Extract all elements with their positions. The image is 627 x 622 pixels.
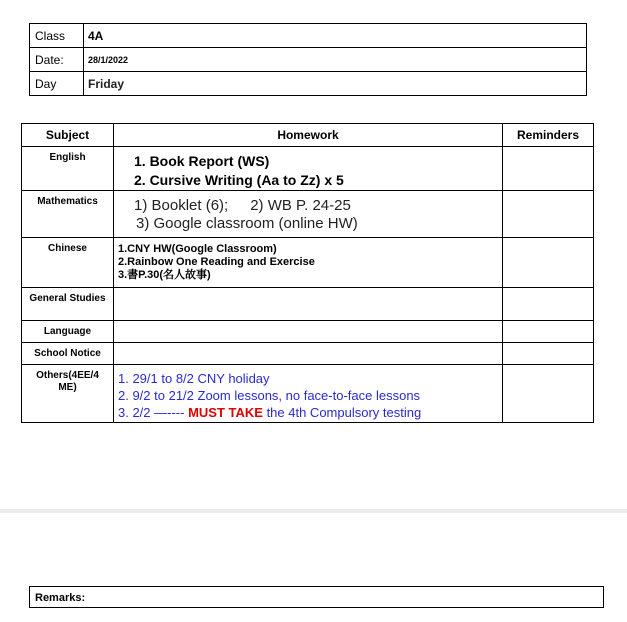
language-reminders: [503, 321, 594, 343]
day-value: Friday: [84, 72, 587, 96]
remarks-box: [29, 586, 604, 608]
math-subject: Mathematics: [22, 191, 114, 238]
language-homework: [114, 321, 503, 343]
reminders-header: Reminders: [503, 124, 594, 147]
math-item-3: 3) Google classroom (online HW): [136, 215, 358, 232]
page-separator: [0, 509, 627, 513]
others-reminders: [503, 365, 594, 423]
date-value: 28/1/2022: [84, 48, 587, 72]
english-item-1: 1. Book Report (WS): [134, 153, 270, 169]
school-notice-row: [22, 343, 594, 365]
subject-header: Subject: [22, 124, 114, 147]
chinese-item-2: 2.Rainbow One Reading and Exercise: [118, 256, 315, 268]
others-row: [22, 365, 594, 423]
english-item-2: 2. Cursive Writing (Aa to Zz) x 5: [134, 172, 344, 188]
math-item-1: 1) Booklet (6);: [134, 197, 229, 214]
remarks-label: Remarks:: [35, 592, 86, 604]
class-label: Class: [30, 24, 84, 48]
header-row: [22, 124, 594, 147]
math-row: [22, 191, 594, 238]
chinese-item-3: 3.書P.30(名人故事): [118, 269, 211, 281]
homework-table: [21, 123, 594, 423]
chinese-homework: [114, 238, 503, 288]
others-subject: Others(4EE/4 ME): [22, 365, 114, 423]
language-row: [22, 321, 594, 343]
general-studies-homework: [114, 288, 503, 321]
math-item-2: 2) WB P. 24-25: [250, 197, 351, 214]
general-studies-subject: General Studies: [22, 288, 114, 321]
date-row: [30, 48, 587, 72]
others-item-3-prefix: 3. 2/2 —----: [118, 405, 189, 420]
day-row: [30, 72, 587, 96]
school-notice-reminders: [503, 343, 594, 365]
chinese-row: [22, 238, 594, 288]
chinese-subject: Chinese: [22, 238, 114, 288]
language-subject: Language: [22, 321, 114, 343]
others-item-3: [118, 404, 502, 421]
english-homework: [114, 147, 503, 191]
english-subject: English: [22, 147, 114, 191]
general-studies-row: [22, 288, 594, 321]
math-reminders: [503, 191, 594, 238]
english-reminders: [503, 147, 594, 191]
school-notice-subject: School Notice: [22, 343, 114, 365]
homework-header: Homework: [114, 124, 503, 147]
others-item-2: 2. 9/2 to 21/2 Zoom lessons, no face-to-face lessons: [118, 388, 421, 403]
school-notice-homework: [114, 343, 503, 365]
others-item-1: 1. 29/1 to 8/2 CNY holiday: [118, 371, 270, 386]
others-item-3-suffix: the 4th Compulsory testing: [262, 405, 422, 420]
chinese-item-1: 1.CNY HW(Google Classroom): [118, 243, 277, 255]
math-line-1: [134, 197, 502, 215]
class-value: 4A: [84, 24, 587, 48]
general-studies-reminders: [503, 288, 594, 321]
day-label: Day: [30, 72, 84, 96]
info-table: [29, 23, 587, 96]
class-row: [30, 24, 587, 48]
date-label: Date:: [30, 48, 84, 72]
chinese-reminders: [503, 238, 594, 288]
others-homework: [114, 365, 503, 423]
must-take-emphasis: MUST TAKE: [188, 405, 263, 420]
math-homework: [114, 191, 503, 238]
english-row: [22, 147, 594, 191]
